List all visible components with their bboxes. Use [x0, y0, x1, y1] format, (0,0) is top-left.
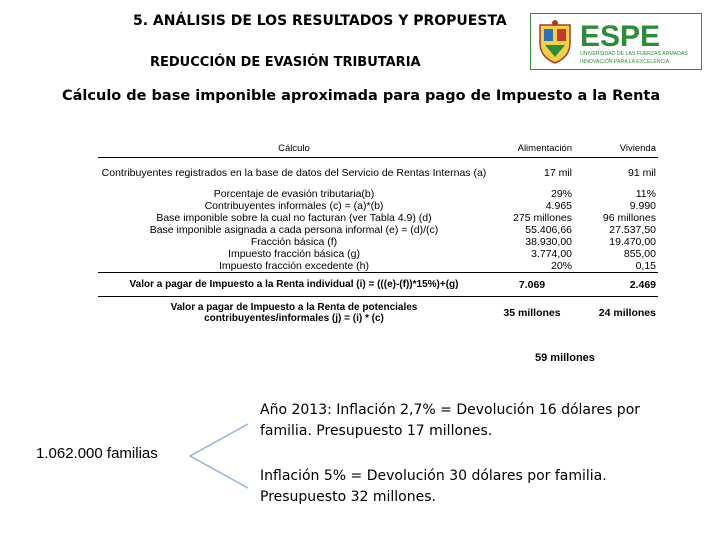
row-label: Contribuyentes registrados en la base de datos del Servicio de Rentas Internas (a)	[98, 158, 490, 189]
row-value-vivienda: 19.470,00	[609, 236, 656, 248]
row-value-alimentacion: 20%	[490, 260, 574, 273]
row-label: Impuesto fracción básica (g)	[228, 248, 360, 260]
individual-tax-row	[98, 273, 658, 297]
row-value-vivienda: 96 millones	[602, 212, 656, 224]
table-row	[98, 224, 658, 236]
calculation-grid	[98, 140, 658, 329]
row-label: Base imponible sobre la cual no facturan (ver Tabla 4.9) (d)	[156, 212, 432, 224]
espe-shield-icon	[530, 13, 702, 70]
row-value-vivienda: 855,00	[623, 248, 656, 260]
table-row	[98, 212, 658, 224]
row-value-vivienda: 27.537,50	[609, 224, 656, 236]
col-header-calculo: Cálculo	[278, 143, 310, 154]
row-label: Porcentaje de evasión tributaria(b)	[213, 188, 375, 200]
row-label: Fracción básica (f)	[250, 236, 338, 248]
logo-tagline-1: UNIVERSIDAD DE LAS FUERZAS ARMADAS	[580, 51, 688, 57]
logo-tagline-2: INNOVACIÓN PARA LA EXCELENCIA	[580, 59, 670, 65]
table-row	[98, 260, 658, 273]
row-value-vivienda: 0,15	[574, 260, 658, 273]
row-value-vivienda: 9.990	[629, 200, 656, 212]
table-row	[98, 236, 658, 248]
table-row	[98, 188, 658, 200]
row-value-alimentacion: 4.965	[545, 200, 572, 212]
row-value-vivienda: 24 millones	[598, 307, 656, 319]
col-header-vivienda: Vivienda	[619, 143, 656, 154]
row-value-alimentacion: 7.069	[490, 273, 574, 297]
inflation-note-2013: Año 2013: Inflación 2,7% = Devolución 16 dólares por familia. Presupuesto 17 millones.	[260, 402, 641, 439]
table-header-row	[98, 140, 658, 158]
row-label: Valor a pagar de Impuesto a la Renta individual (i) = (((e)-(f))*15%)+(g)	[98, 273, 490, 297]
section-title: 5. ANÁLISIS DE LOS RESULTADOS Y PROPUESTA	[133, 13, 507, 29]
table-row	[98, 158, 658, 189]
row-value-alimentacion: 3.774,00	[531, 248, 572, 260]
potential-tax-row	[98, 297, 658, 330]
calculation-table	[98, 140, 658, 368]
table-row	[98, 248, 658, 260]
subtitle: REDUCCIÓN DE EVASIÓN TRIBUTARIA	[150, 55, 421, 70]
row-label: Contribuyentes informales (c) = (a)*(b)	[204, 200, 384, 212]
col-header-alimentacion: Alimentación	[517, 143, 572, 154]
families-count: 1.062.000 familias	[36, 445, 158, 462]
row-value-vivienda: 91 mil	[574, 158, 658, 189]
total-value: 59 millones	[535, 352, 595, 364]
row-value-alimentacion: 38.930,00	[525, 236, 572, 248]
row-value-alimentacion: 55.406,66	[525, 224, 572, 236]
row-label: Impuesto fracción excedente (h)	[98, 260, 490, 273]
slide-title: Cálculo de base imponible aproximada para pago de Impuesto a la Renta	[62, 88, 661, 104]
inflation-note-5pct: Inflación 5% = Devolución 30 dólares por familia. Presupuesto 32 millones.	[260, 468, 607, 505]
row-value-vivienda: 2.469	[574, 273, 658, 297]
row-value-alimentacion: 17 mil	[490, 158, 574, 189]
row-label: Base imponible asignada a cada persona informal (e) = (d)/(c)	[149, 224, 439, 236]
table-row	[98, 200, 658, 212]
bracket-arrow-icon	[186, 420, 258, 492]
row-value-vivienda: 11%	[635, 188, 656, 200]
row-value-alimentacion: 35 millones	[503, 307, 561, 319]
row-value-alimentacion: 29%	[550, 188, 572, 200]
espe-logo	[530, 13, 702, 70]
row-value-alimentacion: 275 millones	[513, 212, 572, 224]
row-label: Valor a pagar de Impuesto a la Renta de potenciales contribuyentes/informales (j) = (i) * (c)	[170, 302, 418, 324]
logo-name: ESPE	[580, 20, 661, 53]
